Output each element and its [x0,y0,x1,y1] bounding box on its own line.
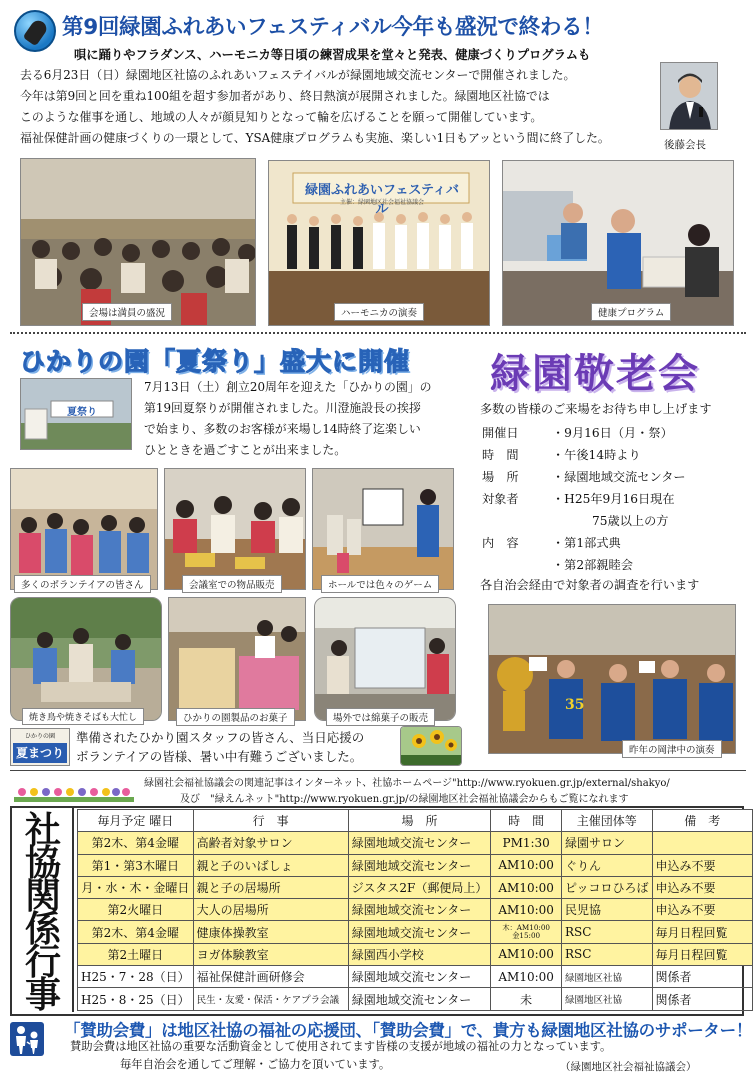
summer-photo-cottoncandy [314,597,456,721]
festival-photo-health [502,160,734,326]
side-char-2: 協 [24,843,61,884]
festival-caption-2: ハーモニカの演奏 [334,303,424,321]
keirou-value-age: 75歳以上の方 [592,514,669,528]
summer-body-1: 7月13日（土）創立20周年を迎えた「ひかりの園」の [144,380,432,394]
side-char-1: 社 [24,810,61,851]
keirou-photo-band [488,604,736,754]
keirou-value-place: ・緑園地域交流センター [552,470,686,484]
people-icon [10,1022,44,1056]
summer-caption-6: 場外では綿菓子の販売 [326,708,435,726]
schedule-table [77,809,753,1011]
table-row: H25・8・25（日） 民生・友愛・保活・ケアプラ会議 緑園地域交流センター 未 緑園地区社協 関係者 [78,988,753,1010]
flowers-icon [14,786,134,802]
keirou-value-part2: ・第2部親睦会 [552,558,633,572]
festival-body-2: 今年は第9回と回を重ね100組を超す参加者があり、終日熱演が展開されました。緑園地区社協では [20,89,550,103]
jersey-number: 35 [565,697,585,713]
table-row: H25・7・28（日） 福祉保健計画研修会 緑園地域交流センター AM10:00 緑園地区社協 関係者 [78,966,753,988]
festival-body-3: このような催事を通し、地域の人々が顔見知りとなって輪を広げることを願って開催しています。 [20,110,543,124]
president-photo [660,62,718,130]
header-org: 主催団体等 [561,810,652,832]
keirou-label-time: 時 間 [482,448,519,462]
keirou-label-target: 対象者 [482,492,519,506]
festival-title: 第9回緑園ふれあいフェスティバル今年も盛況で終わる！ [62,15,604,40]
summer-logo-small: ひかりの園 [24,733,55,740]
summer-caption-2: 会議室での物品販売 [182,575,282,593]
support-signature: （緑園地区社会福祉協議会） [560,1061,697,1073]
header-event: 行 事 [193,810,348,832]
support-line-2: 毎年自治会を通してご理解・ご協力を頂いています。 [120,1058,391,1071]
header-note: 備 考 [652,810,752,832]
festival-caption-3: 健康プログラム [591,303,671,321]
keirou-outro: 各自治会経由で対象者の調査を行います [480,578,700,592]
support-title: 「賛助会費」は地区社協の福祉の応援団、「賛助会費」で、貴方も緑園地区社協のサポーター！ [64,1021,753,1040]
schedule-side-title [12,808,74,1016]
summer-body-4: ひとときを過ごすことが出来ました。 [144,443,347,457]
summer-sign-photo [20,378,132,450]
stage-banner-subtext: 主催：緑園地区社会福祉協議会 [339,199,424,206]
summer-body-2: 第19回夏祭りが開催されました。川澄施設長の挨拶 [144,401,421,415]
festival-subtitle: 唄に踊りやフラダンス、ハーモニカ等日頃の練習成果を堂々と発表、健康づくりプログラムも [74,48,591,62]
table-row: 第2木、第4金曜 高齢者対象サロン 緑園地域交流センター PM1:30 緑園サロン [78,832,753,854]
summer-thanks-1: 準備されたひかり園スタッフの皆さん、当日応援の [76,730,365,745]
table-row: 第1・第3木曜日 親と子のいばしょ 緑園地域交流センター AM10:00 ぐりん 申込み不要 [78,854,753,876]
table-row: 月・水・木・金曜日 親と子の居場所 ジスタス2F（郵便局上） AM10:00 ピッコロひろば 申込み不要 [78,876,753,898]
table-row: 第2土曜日 ヨガ体験教室 緑園西小学校 AM10:00 RSC 毎月日程回覧 [78,943,753,965]
header-place: 場 所 [348,810,491,832]
summer-logo-big: 夏まつり [13,743,67,763]
section-divider-2 [10,770,746,771]
keirou-label-place: 場 所 [482,470,519,484]
summer-photo-volunteers [10,468,158,590]
keirou-title: 緑園敬老会 [490,351,700,397]
table-row: 第2木、第4金曜 健康体操教室 緑園地域交流センター 木：AM10:00 金15:00 RSC 毎月日程回覧 [78,921,753,943]
summer-caption-4: 焼き鳥や焼きそばも大忙し [22,708,144,725]
support-line-1: 賛助会費は地区社協の重要な活動資金として使用されてます皆様の支援が地域の福祉の力となっています。 [70,1040,612,1053]
summer-thanks-2: ボランテイアの皆様、暑い中有難うございました。 [76,749,363,764]
summer-title: ひかりの園「夏祭り」盛大に開催 [20,347,411,376]
side-char-5: 行 [24,942,61,983]
summer-caption-3: ホールでは色々のゲーム [321,575,439,593]
keirou-value-target: ・H25年9月16日現在 [552,492,675,506]
notice-line-2: 及び "緑えんネット"http://www.ryokuen.gr.jp/の緑園地区社会福祉協議会からもご覧になれます [180,794,629,805]
festival-photo-harmonica [268,160,490,326]
summer-caption-5: ひかりの園製品のお菓子 [176,708,295,726]
header-time: 時 間 [491,810,562,832]
keirou-value-time: ・午後14時より [552,448,641,462]
keirou-value-part1: ・第1部式典 [552,536,621,550]
header-day: 毎月予定 曜日 [78,810,194,832]
keirou-caption: 昨年の岡津中の演奏 [622,740,722,758]
festival-photo-audience [20,158,256,326]
president-caption: 後藤会長 [664,139,706,151]
section-divider-1 [10,332,746,334]
summer-photo-games [312,468,454,590]
side-char-6: 事 [24,975,61,1016]
summer-logo [10,728,70,766]
microphone-icon [14,10,56,52]
notice-line-1: 緑園社会福祉協議会の関連記事はインターネット、社協ホームページ"http://www.ryokuen.gr.jp/external/shakyo/ [144,778,670,789]
festival-body-1: 去る6月23日（日）緑園地区社協のふれあいフェステイバルが緑園地域交流センターで開催されました。 [20,68,576,82]
festival-body-4: 福祉保健計画の健康づくりの一環として、YSA健康プログラムも実施、楽しい1日もアッという間に終了した。 [20,131,610,145]
side-char-3: 関 [24,876,61,917]
summer-photo-yakitori [10,597,162,721]
keirou-value-date: ・9月16日（月・祭） [552,426,673,440]
summer-photo-sales [164,468,306,590]
sign-text: 夏祭り [67,407,97,418]
table-header-row [78,810,753,832]
keirou-label-content: 内 容 [482,536,519,550]
keirou-label-date: 開催日 [482,426,519,440]
festival-caption-1: 会場は満員の盛況 [82,303,172,321]
summer-caption-1: 多くのボランテイアの皆さん [14,575,151,593]
summer-photo-sweets [168,597,306,721]
sunflower-icon [400,726,462,766]
table-row: 第2火曜日 大人の居場所 緑園地域交流センター AM10:00 民児協 申込み不要 [78,899,753,921]
keirou-intro: 多数の皆様のご来場をお待ち申し上げます [480,402,712,416]
summer-body-3: で始まり、多数のお客様が来場し14時終了迄楽しい [144,422,421,436]
side-char-4: 係 [24,909,61,950]
stage-banner-text: 緑園ふれあいフェスティバル [304,183,460,217]
